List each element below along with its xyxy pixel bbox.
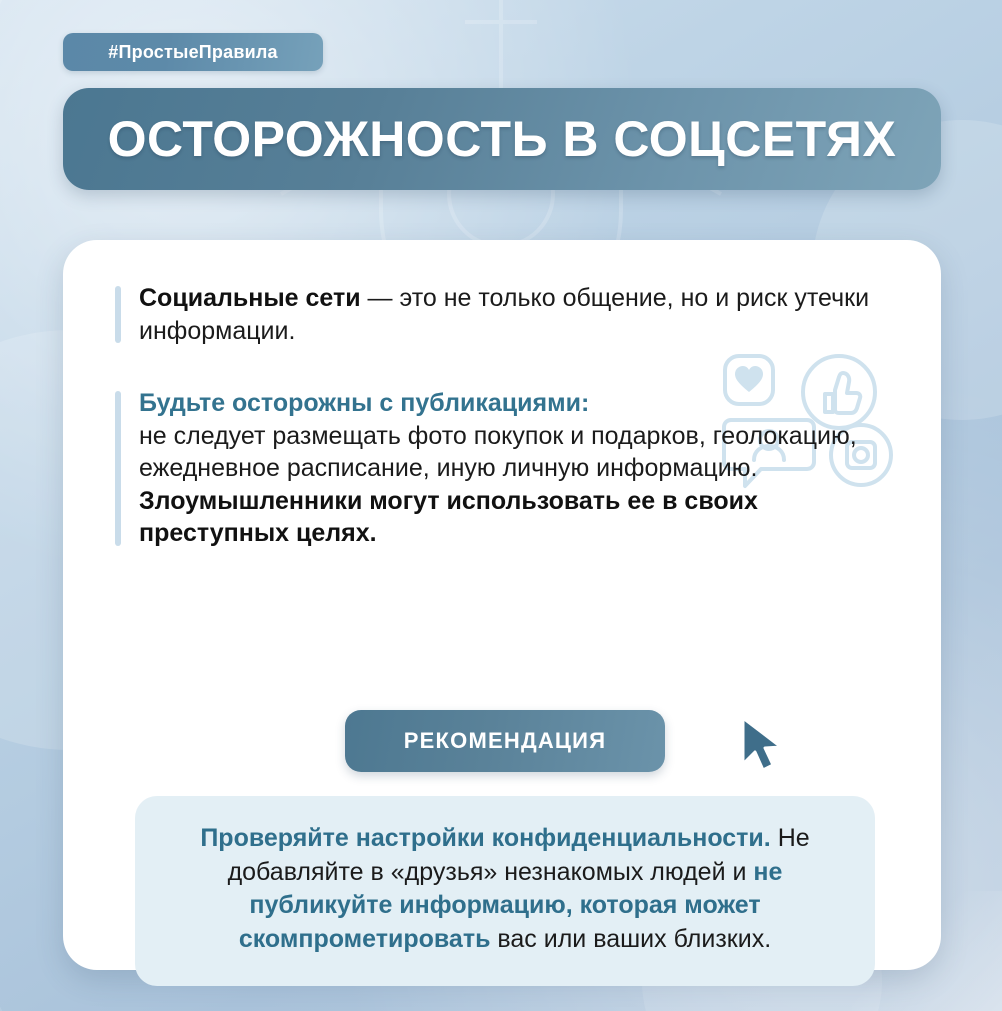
hashtag-badge	[63, 33, 323, 71]
tip-line-1: Проверяйте настройки конфиденциальности.	[200, 824, 771, 852]
tip-box	[135, 796, 875, 986]
recommendation-row	[115, 710, 895, 772]
mouse-cursor-icon	[735, 714, 789, 776]
paragraph-social-networks	[115, 282, 895, 347]
content-card	[63, 240, 941, 970]
page-title: ОСТОРОЖНОСТЬ В СОЦСЕТЯХ	[107, 111, 897, 167]
tip-line-3: вас или ваших близких.	[490, 924, 772, 953]
paragraph-2-tail: Злоумышленники могут использовать ее в своих преступных целях.	[139, 486, 758, 547]
paragraph-2-lead: Будьте осторожны с публикациями:	[139, 389, 590, 417]
card-body	[115, 282, 895, 953]
recommendation-button[interactable]: РЕКОМЕНДАЦИЯ	[345, 710, 665, 772]
paragraph-1-lead: Социальные сети	[139, 284, 361, 312]
title-banner	[63, 88, 941, 190]
tip-line-2-highlight: не публикуйте информацию, которая может скомпрометировать	[238, 857, 783, 953]
paragraph-1-rest: — это не только общение, но и риск утечки информации.	[139, 284, 870, 345]
hashtag-label: #ПростыеПравила	[108, 41, 278, 62]
tip-line-2: Не добавляйте в «друзья» незнакомых людей и	[227, 824, 810, 886]
paragraph-be-careful	[115, 387, 895, 550]
paragraph-2-normal: не следует размещать фото покупок и подарков, геолокацию, ежедневное расписание, иную личную информацию.	[139, 421, 857, 482]
